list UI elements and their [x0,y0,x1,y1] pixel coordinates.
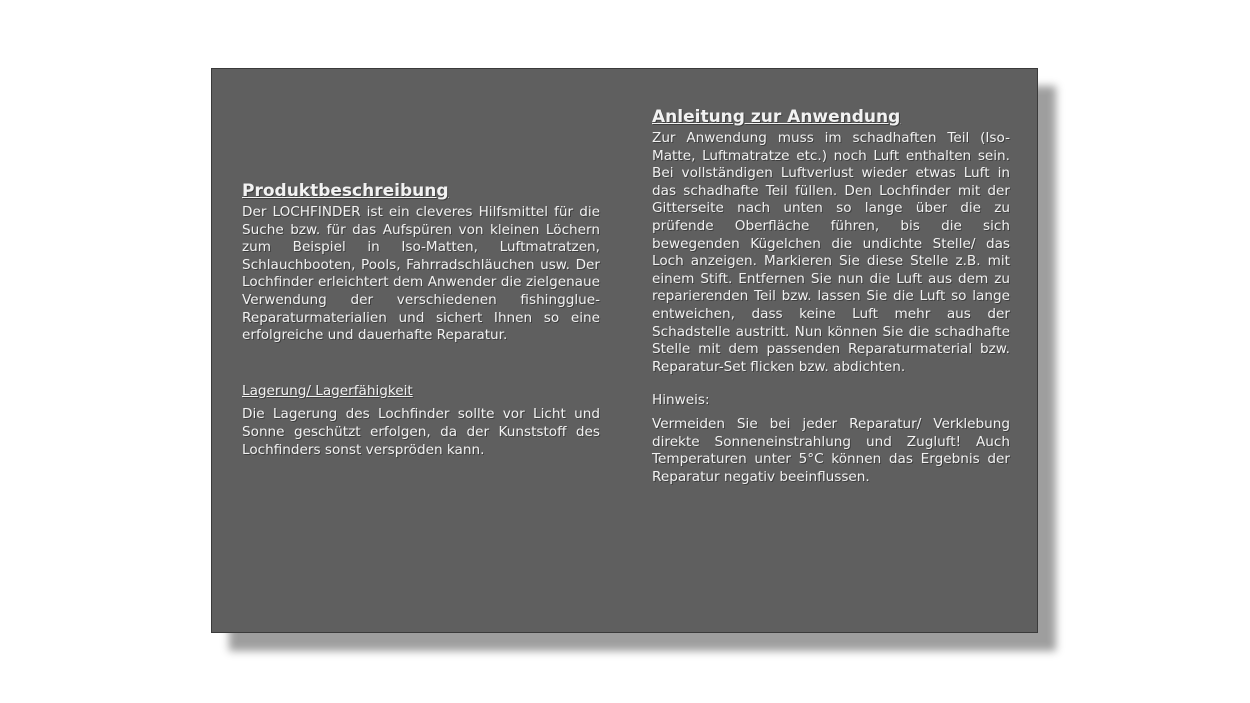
storage-heading: Lagerung/ Lagerfähigkeit [242,382,413,399]
note-text: Vermeiden Sie bei jeder Reparatur/ Verklebung direkte Sonneneinstrahlung und Zugluft! Auch Temperaturen unter 5°C können das Ergebnis der Reparatur negativ beeinflussen. [652,415,1010,485]
product-description-heading: Produktbeschreibung [242,181,449,201]
left-column [242,180,600,459]
note-label: Hinweis: [652,392,710,409]
storage-text: Die Lagerung des Lochfinder sollte vor Licht und Sonne geschützt erfolgen, da der Kunststoff des Lochfinders sonst verspröden kann. [242,406,600,458]
product-info-card [211,68,1038,633]
instructions-text: Zur Anwendung muss im schadhaften Teil (Iso-Matte, Luftmatratze etc.) noch Luft enthalten sein. Bei vollständigen Luftverlust wieder etwas Luft in das schadhafte Teil füllen. Den Lochfinder mit der Gitterseite nach unten so lange über die zu prüfende Oberfläche führen, bis die sich bewegenden Kügelchen die undichte Stelle/ das Loch anzeigen. Markieren Sie diese Stelle z.B. mit einem Stift. Entfernen Sie nun die Luft aus dem zu reparierenden Teil bzw. lassen Sie die Luft so lange entweichen, dass keine Luft mehr aus der Schadstelle austritt. Nun können Sie die schadhafte Stelle mit dem passenden Reparaturmaterial bzw. Reparatur-Set flicken bzw. abdichten. [652,130,1010,375]
product-description-text: Der LOCHFINDER ist ein cleveres Hilfsmittel für die Suche bzw. für das Aufspüren von kleinen Löchern zum Beispiel in Iso-Matten, Luftmatratzen, Schlauchbooten, Pools, Fahrradschläuchen usw. Der Lochfinder erleichtert dem Anwender die zielgenaue Verwendung der verschiedenen fishingglue-Reparaturmaterialien und sichert Ihnen so eine erfolgreiche und dauerhafte Reparatur. [242,204,600,344]
instructions-heading: Anleitung zur Anwendung [652,107,901,127]
right-column [652,106,1010,486]
